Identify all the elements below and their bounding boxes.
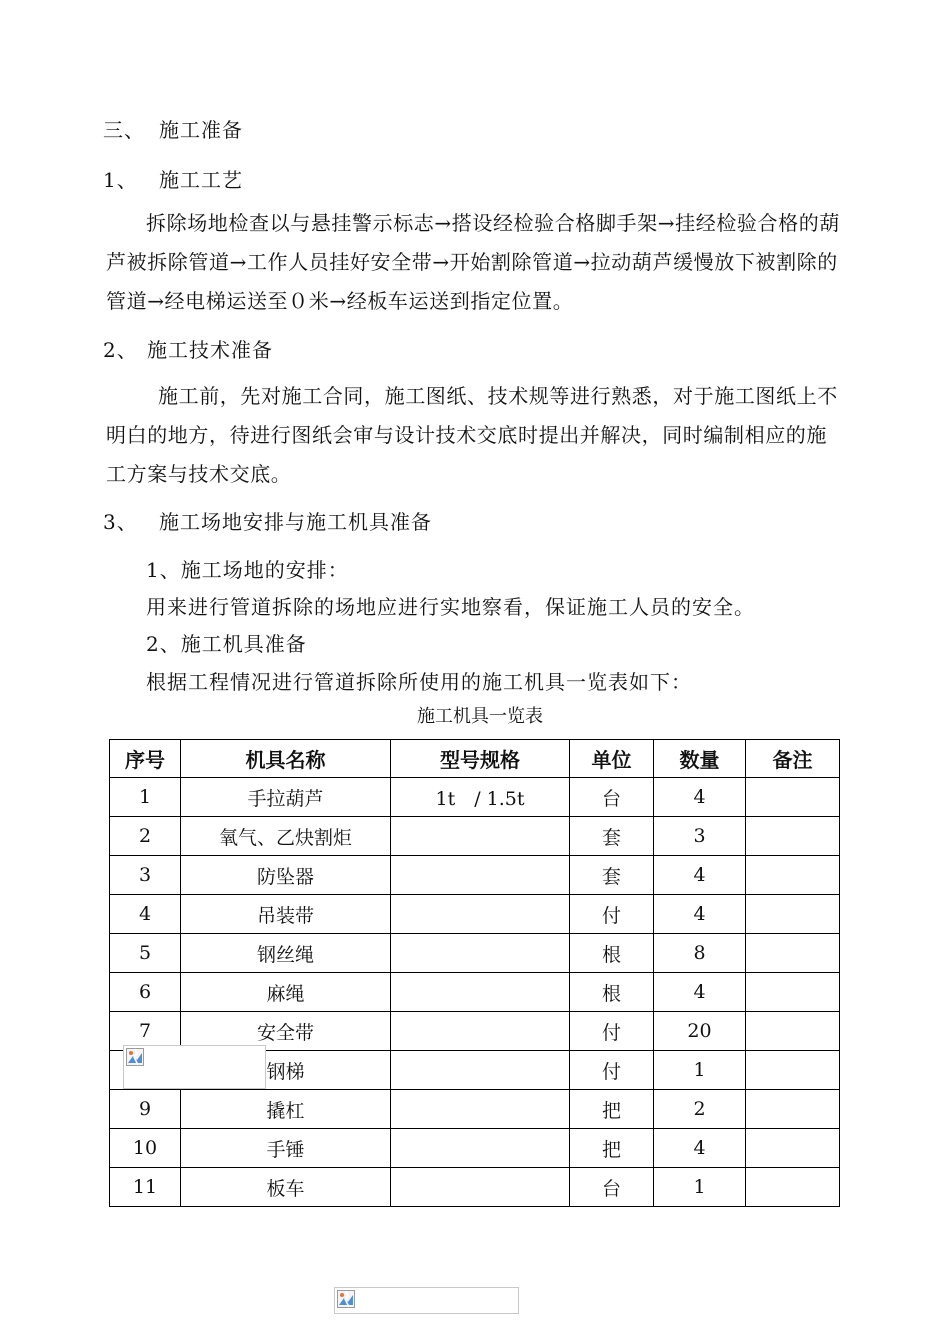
table-row: [110, 856, 840, 895]
cell-quantity: 1: [654, 1168, 746, 1207]
tools-table: [109, 739, 840, 1207]
table-header-row: [110, 740, 840, 778]
table-row: [110, 817, 840, 856]
cell-unit: 套: [570, 856, 654, 895]
cell-unit: 套: [570, 817, 654, 856]
section-title: 施工技术准备: [147, 338, 273, 362]
cell-index: 2: [110, 817, 181, 856]
cell-remarks: [746, 973, 840, 1012]
cell-unit: 付: [570, 1051, 654, 1090]
cell-unit: 台: [570, 778, 654, 817]
cell-index: 1: [110, 778, 181, 817]
header-remarks: 备注: [746, 740, 840, 778]
table-row: [110, 895, 840, 934]
cell-model-spec: [391, 1090, 570, 1129]
section-number: 3、: [103, 510, 138, 534]
cell-tool-name: 麻绳: [181, 973, 391, 1012]
header-unit: 单位: [570, 740, 654, 778]
cell-remarks: [746, 1090, 840, 1129]
header-tool-name: 机具名称: [181, 740, 391, 778]
cell-quantity: 2: [654, 1090, 746, 1129]
cell-remarks: [746, 817, 840, 856]
broken-image-placeholder: [123, 1045, 266, 1089]
table-row: [110, 1129, 840, 1168]
cell-unit: 台: [570, 1168, 654, 1207]
cell-unit: 把: [570, 1090, 654, 1129]
cell-model-spec: [391, 895, 570, 934]
cell-quantity: 4: [654, 856, 746, 895]
cell-unit: 根: [570, 934, 654, 973]
section-number: 2、: [103, 338, 138, 362]
cell-tool-name: 板车: [181, 1168, 391, 1207]
cell-remarks: [746, 934, 840, 973]
section-title: 施工工艺: [159, 168, 243, 192]
process-paragraph: 拆除场地检查以与悬挂警示标志→搭设经检验合格脚手架→挂经检验合格的葫芦被拆除管道→工作人员挂好安全带→开始割除管道→拉动葫芦缓慢放下被割除的管道→经电梯运送至０米→经板车运送到指定位置。: [106, 211, 840, 313]
table-caption: 施工机具一览表: [417, 706, 543, 727]
cell-model-spec: [391, 973, 570, 1012]
cell-remarks: [746, 1129, 840, 1168]
cell-remarks: [746, 778, 840, 817]
cell-index: 10: [110, 1129, 181, 1168]
cell-quantity: 3: [654, 817, 746, 856]
section-heading-3: [103, 118, 243, 142]
broken-image-icon: [337, 1290, 355, 1308]
cell-index: 11: [110, 1168, 181, 1207]
cell-index: 9: [110, 1090, 181, 1129]
subsection-site-title: 1、施工场地的安排：: [146, 558, 349, 582]
cell-model-spec: [391, 1129, 570, 1168]
section-number: 三、: [103, 118, 145, 142]
cell-quantity: 1: [654, 1051, 746, 1090]
cell-unit: 把: [570, 1129, 654, 1168]
cell-tool-name: 氧气、乙炔割炬: [181, 817, 391, 856]
cell-quantity: 4: [654, 895, 746, 934]
cell-remarks: [746, 1051, 840, 1090]
table-row: [110, 1168, 840, 1207]
table-row: [110, 778, 840, 817]
broken-image-placeholder-bottom: [334, 1287, 519, 1314]
subsection-site-body: 用来进行管道拆除的场地应进行实地察看，保证施工人员的安全。: [146, 595, 755, 619]
cell-tool-name: 安全带: [181, 1012, 391, 1051]
subsection-tools-title: 2、施工机具准备: [146, 632, 307, 656]
section-heading-1: [103, 168, 243, 192]
cell-unit: 付: [570, 1012, 654, 1051]
cell-quantity: 20: [654, 1012, 746, 1051]
header-model-spec: 型号规格: [391, 740, 570, 778]
cell-model-spec: [391, 1012, 570, 1051]
header-index: 序号: [110, 740, 181, 778]
cell-remarks: [746, 1012, 840, 1051]
cell-remarks: [746, 856, 840, 895]
section-heading-2: [103, 338, 273, 362]
cell-model-spec: [391, 817, 570, 856]
cell-model-spec: [391, 934, 570, 973]
section-title: 施工准备: [159, 118, 243, 142]
cell-unit: 根: [570, 973, 654, 1012]
table-row: [110, 973, 840, 1012]
table-row: [110, 934, 840, 973]
cell-tool-name: 钢丝绳: [181, 934, 391, 973]
cell-tool-name: 吊装带: [181, 895, 391, 934]
cell-model-spec: [391, 1168, 570, 1207]
cell-quantity: 4: [654, 973, 746, 1012]
cell-tool-name: 撬杠: [181, 1090, 391, 1129]
cell-remarks: [746, 895, 840, 934]
cell-unit: 付: [570, 895, 654, 934]
cell-index: 3: [110, 856, 181, 895]
cell-quantity: 4: [654, 1129, 746, 1168]
cell-remarks: [746, 1168, 840, 1207]
table-row: [110, 1090, 840, 1129]
section-number: 1、: [103, 168, 138, 192]
cell-model-spec: [391, 856, 570, 895]
cell-model-spec: [391, 1051, 570, 1090]
cell-index: 6: [110, 973, 181, 1012]
cell-index: 4: [110, 895, 181, 934]
subsection-tools-body: 根据工程情况进行管道拆除所使用的施工机具一览表如下：: [146, 670, 692, 694]
cell-index: 7: [110, 1012, 181, 1051]
section-title: 施工场地安排与施工机具准备: [159, 510, 432, 534]
cell-tool-name: 手锤: [181, 1129, 391, 1168]
tech-prep-paragraph: 施工前，先对施工合同，施工图纸、技术规等进行熟悉，对于施工图纸上不明白的地方，待进行图纸会审与设计技术交底时提出并解决，同时编制相应的施工方案与技术交底。: [106, 384, 838, 486]
cell-index: 5: [110, 934, 181, 973]
cell-tool-name: 防坠器: [181, 856, 391, 895]
cell-quantity: 4: [654, 778, 746, 817]
cell-tool-name: 钢梯: [181, 1051, 391, 1090]
broken-image-icon: [126, 1048, 144, 1066]
cell-quantity: 8: [654, 934, 746, 973]
section-heading-3b: [103, 510, 432, 534]
cell-tool-name: 手拉葫芦: [181, 778, 391, 817]
header-quantity: 数量: [654, 740, 746, 778]
cell-model-spec: 1t / 1.5t: [391, 778, 570, 817]
